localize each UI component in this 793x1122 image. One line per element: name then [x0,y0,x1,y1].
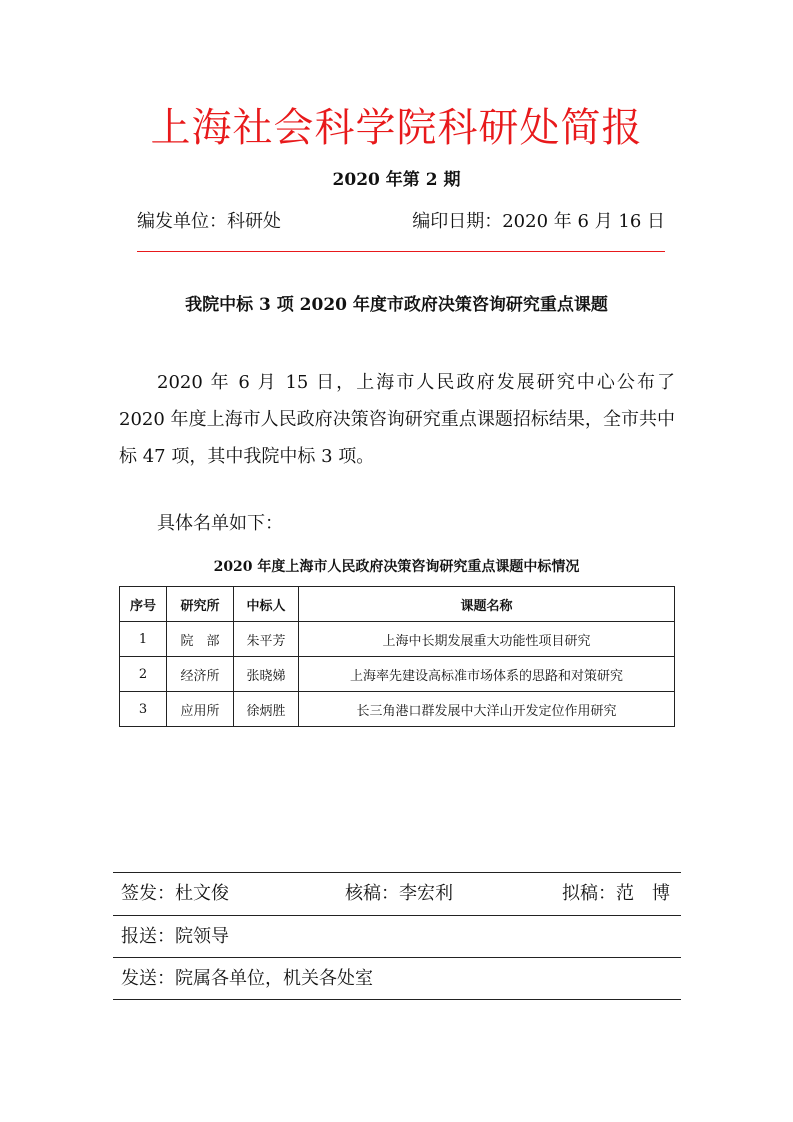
signed-by: 签发：杜文俊 [121,883,229,904]
cell-institute: 应用所 [167,692,234,727]
drafted-by: 拟稿：范 博 [562,883,670,904]
table-row [120,692,675,727]
list-intro: 具体名单如下： [157,513,283,534]
footer-divider [113,999,681,1000]
cell-index: 2 [120,657,167,692]
issue-number: 2020 年第 2 期 [332,170,461,190]
footer-divider [113,872,681,873]
footer-divider [113,915,681,916]
article-heading: 我院中标 3 项 2020 年度市政府决策咨询研究重点课题 [185,295,608,315]
table-header-row [120,587,675,622]
article-paragraph: 2020 年 6 月 15 日，上海市人民政府发展研究中心公布了 2020 年度上海市人民政府决策咨询研究重点课题招标结果，全市共中标 47 项，其中我院中标 3 项。 [119,372,675,467]
send-to: 发送：院属各单位，机关各处室 [121,968,373,989]
cell-winner: 徐炳胜 [234,692,299,727]
header-cell-topic: 课题名称 [299,587,675,622]
reviewed-by: 核稿：李宏利 [345,883,453,904]
cell-winner: 朱平芳 [234,622,299,657]
print-date: 编印日期：2020 年 6 月 16 日 [412,211,665,232]
cell-index: 1 [120,622,167,657]
table-caption: 2020 年度上海市人民政府决策咨询研究重点课题中标情况 [213,559,580,575]
report-to: 报送：院领导 [121,926,229,947]
cell-institute: 院 部 [167,622,234,657]
header-cell-institute: 研究所 [167,587,234,622]
cell-topic: 长三角港口群发展中大洋山开发定位作用研究 [299,692,675,727]
table-row [120,622,675,657]
cell-index: 3 [120,692,167,727]
header-cell-index: 序号 [120,587,167,622]
header-divider [137,251,665,252]
table-row [120,657,675,692]
bulletin-title: 上海社会科学院科研处简报 [150,105,643,151]
cell-topic: 上海率先建设高标准市场体系的思路和对策研究 [299,657,675,692]
footer-divider [113,957,681,958]
results-table [119,586,675,727]
cell-institute: 经济所 [167,657,234,692]
cell-topic: 上海中长期发展重大功能性项目研究 [299,622,675,657]
cell-winner: 张晓娣 [234,657,299,692]
header-cell-winner: 中标人 [234,587,299,622]
editor-unit: 编发单位：科研处 [137,211,281,232]
